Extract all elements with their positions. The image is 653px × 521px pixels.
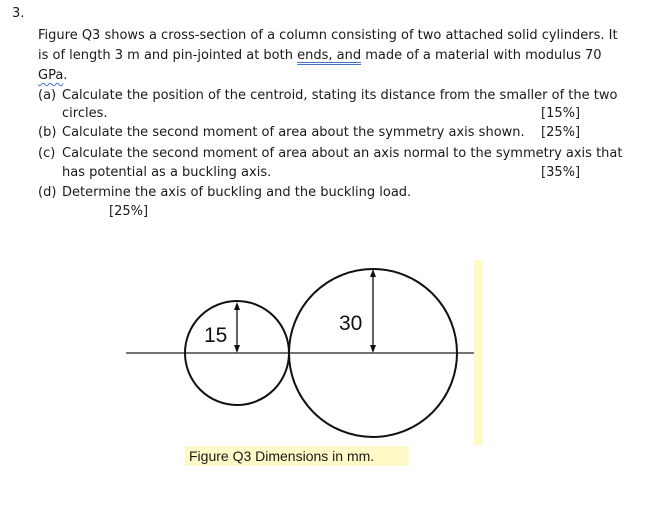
part-d-marks: [25%] [109, 204, 149, 219]
part-b-marks: [25%] [541, 125, 581, 140]
intro-line-1: Figure Q3 shows a cross-section of a column consisting of two attached solid cylinders. It [38, 28, 618, 43]
part-d-label: (d) [38, 185, 57, 200]
part-c-label: (c) [38, 146, 56, 161]
part-b-text: Calculate the second moment of area about the symmetry axis shown. [62, 125, 525, 140]
part-d-text: Determine the axis of buckling and the buckling load. [62, 185, 412, 200]
intro-line-2: is of length 3 m and pin-jointed at both ends, and made of a material with modulus 70 [38, 48, 602, 63]
part-b-label: (b) [38, 125, 57, 140]
part-a-marks: [15%] [541, 106, 581, 121]
highlight-strip [474, 260, 483, 445]
large-radius-arrow [370, 269, 376, 353]
part-c-text: Calculate the second moment of area about an axis normal to the symmetry axis that [62, 146, 623, 161]
figure-caption: Figure Q3 Dimensions in mm. [185, 446, 409, 466]
small-radius-label: 15 [204, 324, 228, 347]
grammar-flag: ends, and [297, 48, 362, 63]
part-c-marks: [35%] [541, 165, 581, 180]
small-radius-arrow [234, 302, 240, 353]
spelling-flag: GPa [38, 68, 64, 83]
part-c-text-cont: has potential as a buckling axis. [62, 165, 272, 180]
question-number: 3. [12, 6, 25, 21]
intro-line-3: GPa. [38, 68, 68, 83]
large-radius-label: 30 [339, 312, 363, 335]
part-a-label: (a) [38, 88, 57, 103]
part-a-text: Calculate the position of the centroid, stating its distance from the smaller of the two [62, 88, 618, 103]
part-a-text-cont: circles. [62, 106, 108, 121]
